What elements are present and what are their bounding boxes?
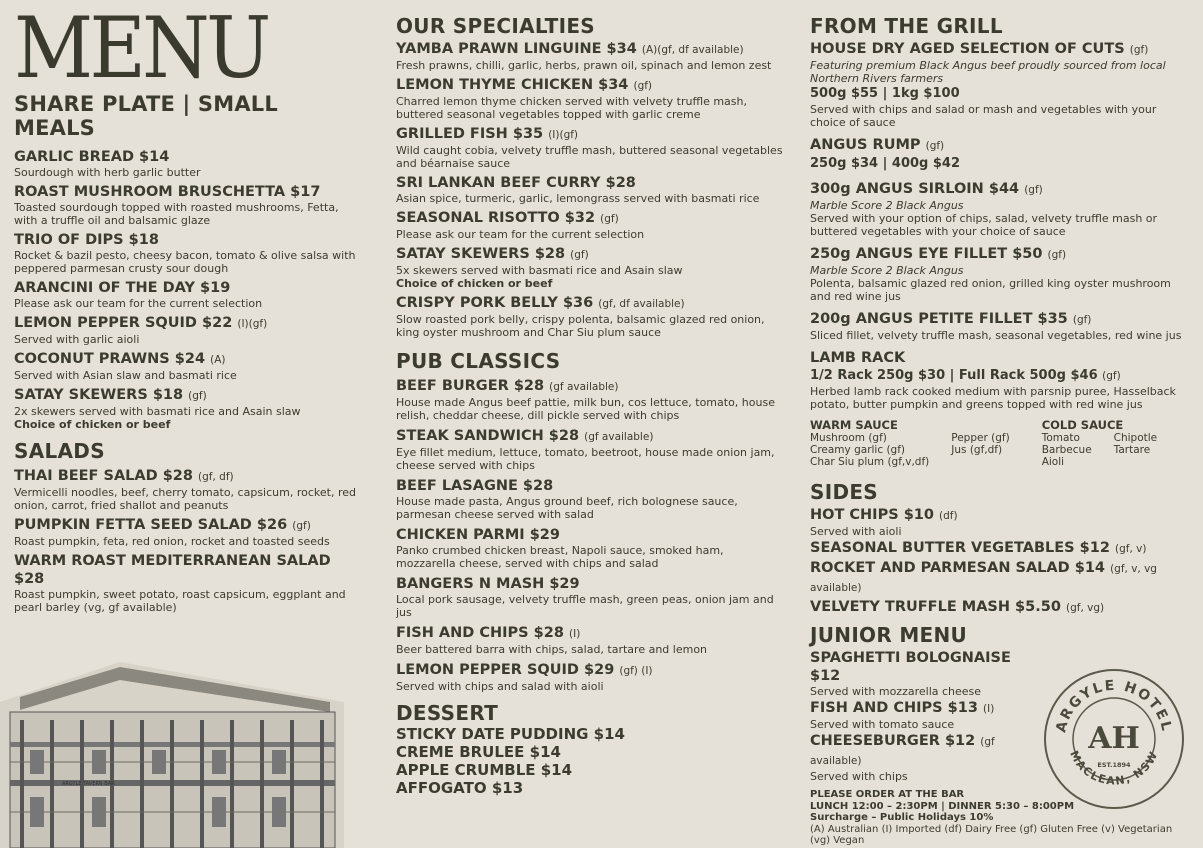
item-title: [396, 40, 786, 59]
menu-item: [14, 148, 364, 179]
order-at-bar-text: PLEASE ORDER AT THE BAR: [810, 789, 965, 800]
item-title: [14, 148, 364, 166]
item-description: Local pork sausage, velvety truffle mash, green peas, onion jam and jus: [396, 593, 774, 619]
menu-item: [810, 245, 1195, 303]
item-title: [14, 386, 364, 405]
item-dietary-note: (gf): [570, 249, 589, 261]
item-title: [14, 231, 364, 249]
cold-sauce-heading: COLD SAUCE: [1041, 418, 1124, 432]
junior-menu-heading: JUNIOR MENU: [810, 623, 968, 647]
item-dietary-note: (gf, df available): [598, 298, 685, 310]
item-name: ROAST MUSHROOM BRUSCHETTA $17: [14, 184, 321, 200]
menu-item: [396, 40, 786, 72]
dessert-item: APPLE CRUMBLE $14: [396, 761, 573, 779]
specialties-list: [396, 40, 786, 339]
menu-item: [810, 40, 1195, 129]
item-title: [810, 598, 1195, 617]
item-name: CHICKEN PARMI $29: [396, 527, 560, 543]
menu-item: [396, 125, 786, 170]
item-italic-note: Featuring premium Black Angus beef proudly sourced from local Northern Rivers farmers: [810, 59, 1166, 85]
menu-item: [396, 174, 786, 205]
item-description: Roast pumpkin, feta, red onion, rocket and toasted seeds: [14, 535, 330, 548]
item-extra-note: Choice of chicken or beef: [14, 418, 171, 431]
seal-monogram: AH: [1088, 721, 1140, 756]
item-name: CRISPY PORK BELLY $36: [396, 295, 594, 311]
item-description: Please ask our team for the current selection: [14, 297, 263, 310]
item-description: Slow roasted pork belly, crispy polenta, balsamic glazed red onion, king oyster mushroom and Char Siu plum sauce: [396, 313, 765, 339]
item-name: SEASONAL RISOTTO $32: [396, 210, 596, 226]
cold-sauce-item: Barbecue: [1041, 444, 1092, 456]
item-dietary-note: (gf): [1024, 184, 1043, 196]
item-dietary-note: (I)(gf): [237, 318, 268, 330]
warm-sauce-item: Pepper (gf): [951, 432, 1010, 444]
item-price-line: [810, 85, 1195, 103]
menu-item: [810, 349, 1195, 411]
warm-sauce-list: [810, 432, 1010, 468]
warm-sauce-item: Jus (gf,df): [951, 444, 1003, 456]
item-price: 500g $55 | 1kg $100: [810, 86, 960, 101]
menu-item: [810, 136, 1195, 173]
item-name: SEASONAL BUTTER VEGETABLES $12: [810, 540, 1110, 556]
warm-sauce-block: [810, 418, 1010, 468]
item-name: GRILLED FISH $35: [396, 126, 544, 142]
item-title: [396, 125, 786, 144]
item-title: [396, 209, 786, 228]
item-name: THAI BEEF SALAD $28: [14, 468, 193, 484]
item-title: [14, 552, 364, 588]
menu-item: [14, 467, 364, 512]
warm-sauce-item: [951, 456, 1009, 468]
item-description: 5x skewers served with basmati rice and Asain slaw: [396, 264, 683, 277]
item-dietary-note: (gf, vg): [1065, 602, 1105, 614]
item-name: COCONUT PRAWNS $24: [14, 351, 206, 367]
menu-item: [810, 699, 1040, 731]
item-description: Please ask our team for the current selection: [396, 228, 645, 241]
menu-item: [396, 661, 786, 693]
item-title: [810, 40, 1195, 59]
item-description: Charred lemon thyme chicken served with velvety truffle mash, buttered seasonal vegetables topped with garlic creme: [396, 95, 748, 121]
menu-item: [810, 649, 1040, 698]
dessert-item: AFFOGATO $13: [396, 779, 524, 797]
item-description: Toasted sourdough topped with roasted mushrooms, Fetta, with a truffle oil and balsamic glaze: [14, 201, 339, 227]
item-dietary-note: (gf): [1129, 44, 1149, 56]
menu-item: [396, 427, 786, 472]
item-description: Panko crumbed chicken breast, Napoli sauce, smoked ham, mozzarella cheese, served with chips and salad: [396, 544, 724, 570]
item-description: House made Angus beef pattie, milk bun, cos lettuce, tomato, house relish, cheddar cheese, dill pickle served with chips: [396, 396, 775, 422]
item-name: ROCKET AND PARMESAN SALAD $14: [810, 560, 1105, 576]
item-description: Vermicelli noodles, beef, cherry tomato, capsicum, rocket, red onion, carrot, fried shallot and peanuts: [14, 486, 356, 512]
item-price-line: [810, 155, 1195, 173]
item-name: ARANCINI OF THE DAY $19: [14, 280, 231, 296]
warm-sauce-item: Char Siu plum (gf,v,df): [810, 456, 930, 468]
menu-item: [810, 506, 1195, 538]
menu-item: [396, 575, 786, 619]
dessert-list: [396, 725, 786, 797]
item-italic-note: Marble Score 2 Black Angus: [810, 264, 964, 277]
item-name: YAMBA PRAWN LINGUINE $34: [396, 41, 637, 57]
menu-item: [14, 516, 364, 548]
item-name: WARM ROAST MEDITERRANEAN SALAD $28: [14, 553, 331, 587]
pub-classics-list: [396, 377, 786, 693]
cold-sauce-block: [1042, 418, 1157, 468]
menu-item: [396, 624, 786, 656]
cold-sauce-item: Tartare: [1113, 444, 1151, 456]
item-title: [396, 624, 786, 643]
item-title: [396, 477, 786, 495]
item-dietary-note: (gf): [633, 80, 653, 92]
menu-item: [14, 314, 364, 346]
menu-item: [14, 279, 364, 310]
item-price: 250g $34 | 400g $42: [810, 156, 961, 171]
item-title: [810, 539, 1195, 558]
item-description: Served with Asian slaw and basmati rice: [14, 369, 237, 382]
item-price-note: (gf): [1102, 370, 1121, 382]
item-title: [810, 310, 1195, 329]
item-dietary-note: (gf available): [549, 381, 619, 393]
item-dietary-note: (gf, v): [1114, 543, 1147, 555]
menu-item: [14, 552, 364, 614]
item-dietary-note: (gf): [188, 390, 207, 402]
dessert-item: CREME BRULEE $14: [396, 743, 561, 761]
menu-item: [810, 732, 1040, 783]
share-plates-list: [14, 148, 364, 431]
item-description: Sourdough with herb garlic butter: [14, 166, 201, 179]
menu-item: [396, 526, 786, 570]
dessert-heading: DESSERT: [396, 701, 499, 725]
item-dietary-note: (I): [983, 703, 995, 715]
item-title: [396, 294, 786, 313]
menu-item: [810, 539, 1195, 558]
item-title: [396, 377, 786, 396]
cold-sauce-item: Chipotle: [1113, 432, 1158, 444]
item-title: [396, 661, 786, 680]
item-dietary-note: (df): [939, 510, 958, 522]
item-title: [14, 279, 364, 297]
item-name: CHEESEBURGER $12: [810, 733, 976, 749]
opening-hours-text: LUNCH 12:00 – 2:30PM | DINNER 5:30 – 8:00PM: [810, 800, 1075, 812]
item-title: [396, 427, 786, 446]
sauces-section: [810, 418, 1195, 468]
item-extra-note: Choice of chicken or beef: [396, 277, 553, 290]
salads-list: [14, 467, 364, 614]
item-name: SPAGHETTI BOLOGNAISE $12: [810, 650, 1011, 684]
item-description: Beer battered barra with chips, salad, tartare and lemon: [396, 643, 708, 656]
item-title: [810, 180, 1195, 199]
item-title: [396, 526, 786, 544]
item-title: [14, 350, 364, 369]
salads-heading: SALADS: [14, 439, 105, 463]
item-name: LEMON PEPPER SQUID $22: [14, 315, 233, 331]
menu-item: [810, 559, 1195, 597]
item-title: [810, 649, 1040, 685]
item-title: [14, 467, 364, 486]
item-description: Polenta, balsamic glazed red onion, grilled king oyster mushroom and red wine jus: [810, 277, 1171, 303]
pub-classics-heading: PUB CLASSICS: [396, 349, 561, 373]
menu-item: [14, 231, 364, 275]
cold-sauce-item: Tomato: [1041, 432, 1080, 444]
sides-list: [810, 506, 1195, 617]
item-name: 200g ANGUS PETITE FILLET $35: [810, 311, 1068, 327]
item-dietary-note: (gf, df): [198, 471, 234, 483]
item-title: [810, 699, 1040, 718]
item-name: ANGUS RUMP: [810, 137, 921, 153]
item-dietary-note: (A)(gf, df available): [641, 44, 744, 56]
item-name: FISH AND CHIPS $28: [396, 625, 564, 641]
item-title: [396, 575, 786, 593]
seal-bottom-text: MACLEAN, NSW: [1067, 748, 1161, 788]
item-dietary-note: (A): [210, 354, 226, 366]
sides-heading: SIDES: [810, 480, 879, 504]
item-dietary-note: (gf available): [810, 736, 995, 767]
item-dietary-note: (gf available): [584, 431, 654, 443]
seal-est-text: EST.1894: [1097, 761, 1131, 769]
item-title: [14, 516, 364, 535]
item-description: Eye fillet medium, lettuce, tomato, beetroot, house made onion jam, cheese served with chips: [396, 446, 775, 472]
menu-item: [396, 245, 786, 290]
hotel-building-illustration: [0, 662, 344, 848]
item-name: TRIO OF DIPS $18: [14, 232, 159, 248]
item-title: [396, 174, 786, 192]
item-name: VELVETY TRUFFLE MASH $5.50: [810, 599, 1061, 615]
item-dietary-note: (gf): [600, 213, 619, 225]
grill-heading: FROM THE GRILL: [810, 14, 1003, 38]
item-title: [14, 183, 364, 201]
item-description: Roast pumpkin, sweet potato, roast capsicum, eggplant and pearl barley (vg, gf available): [14, 588, 346, 614]
item-dietary-note: (gf, v, vg available): [810, 563, 1157, 594]
item-title: [810, 506, 1195, 525]
item-price: 1/2 Rack 250g $30 | Full Rack 500g $46: [810, 368, 1098, 383]
specialties-heading: OUR SPECIALTIES: [396, 14, 596, 38]
item-name: PUMPKIN FETTA SEED SALAD $26: [14, 517, 288, 533]
item-name: BANGERS N MASH $29: [396, 576, 580, 592]
item-name: HOUSE DRY AGED SELECTION OF CUTS: [810, 41, 1125, 57]
item-dietary-note: (gf): [292, 520, 311, 532]
menu-item: [396, 477, 786, 521]
item-description: Served with your option of chips, salad, velvety truffle mash or buttered vegetables with your choice of sauce: [810, 212, 1158, 238]
menu-item: [396, 377, 786, 422]
item-dietary-note: (I)(gf): [548, 129, 579, 141]
item-name: BEEF BURGER $28: [396, 378, 545, 394]
middle-column: [396, 0, 786, 848]
item-name: SATAY SKEWERS $28: [396, 246, 566, 262]
item-name: HOT CHIPS $10: [810, 507, 934, 523]
item-description: Fresh prawns, chilli, garlic, herbs, prawn oil, spinach and lemon zest: [396, 59, 772, 72]
menu-title: MENU: [14, 0, 268, 97]
item-dietary-note: (gf): [925, 140, 945, 152]
item-title: [810, 559, 1195, 597]
item-description: Served with chips: [810, 770, 908, 783]
item-dietary-note: (gf): [1072, 314, 1092, 326]
seal-top-text: ARGYLE HOTEL: [1053, 677, 1175, 735]
item-title: [396, 245, 786, 264]
item-description: House made pasta, Angus ground beef, rich bolognese sauce, parmesan cheese served with salad: [396, 495, 738, 521]
surcharge-text: Surcharge – Public Holidays 10%: [810, 812, 994, 823]
item-dietary-note: (gf): [1047, 249, 1067, 261]
menu-item: [396, 76, 786, 121]
warm-sauce-heading: WARM SAUCE: [810, 418, 898, 432]
item-dietary-note: (I): [569, 628, 581, 640]
item-description: Served with chips and salad or mash and vegetables with your choice of sauce: [810, 103, 1157, 129]
item-title: [810, 136, 1195, 155]
junior-menu-list: [810, 649, 1040, 783]
menu-item: [14, 386, 364, 431]
item-name: LEMON THYME CHICKEN $34: [396, 77, 629, 93]
menu-item: [14, 350, 364, 382]
item-italic-note: Marble Score 2 Black Angus: [810, 199, 964, 212]
item-name: SATAY SKEWERS $18: [14, 387, 184, 403]
item-description: Rocket & bazil pesto, cheesy bacon, tomato & olive salsa with peppered parmesan crusty sour dough: [14, 249, 356, 275]
item-title: [810, 245, 1195, 264]
menu-item: [810, 180, 1195, 238]
item-description: Served with chips and salad with aioli: [396, 680, 604, 693]
menu-item: [396, 294, 786, 339]
building-sign: ARGYLE TAVERN BAR: [62, 781, 115, 787]
item-title: [810, 732, 1040, 770]
menu-item: [810, 310, 1195, 342]
item-name: FISH AND CHIPS $13: [810, 700, 978, 716]
cold-sauce-item: Aioli: [1041, 456, 1065, 468]
dietary-legend: (A) Australian (I) Imported (df) Dairy Free (gf) Gluten Free (v) Vegetarian (vg) Vegan: [810, 823, 1173, 846]
item-description: Sliced fillet, velvety truffle mash, seasonal vegetables, red wine jus: [810, 329, 1182, 342]
item-name: LEMON PEPPER SQUID $29: [396, 662, 615, 678]
item-description: Served with mozzarella cheese: [810, 685, 982, 698]
item-name: GARLIC BREAD $14: [14, 149, 170, 165]
item-dietary-note: (gf) (I): [619, 665, 653, 677]
item-description: Asian spice, turmeric, garlic, lemongrass served with basmati rice: [396, 192, 760, 205]
item-description: Served with aioli: [810, 525, 902, 538]
menu-item: [396, 209, 786, 241]
warm-sauce-item: Creamy garlic (gf): [810, 444, 906, 456]
item-description: Wild caught cobia, velvety truffle mash, buttered seasonal vegetables and béarnaise sauce: [396, 144, 783, 170]
item-title: [810, 349, 1195, 367]
item-name: STEAK SANDWICH $28: [396, 428, 580, 444]
menu-subtitle: SHARE PLATE | SMALL MEALS: [14, 92, 278, 140]
menu-item: [14, 183, 364, 227]
grill-list: [810, 40, 1195, 411]
argyle-hotel-seal-logo: [1043, 668, 1185, 810]
cold-sauce-list: [1042, 432, 1157, 468]
warm-sauce-item: Mushroom (gf): [810, 432, 887, 444]
item-name: 300g ANGUS SIRLOIN $44: [810, 181, 1020, 197]
item-name: SRI LANKAN BEEF CURRY $28: [396, 175, 636, 191]
dessert-item: STICKY DATE PUDDING $14: [396, 725, 625, 743]
menu-item: [810, 598, 1195, 617]
item-description: 2x skewers served with basmati rice and Asain slaw: [14, 405, 301, 418]
item-description: Herbed lamb rack cooked medium with parsnip puree, Hasselback potato, butter pumpkin and greens topped with red wine jus: [810, 385, 1176, 411]
item-name: 250g ANGUS EYE FILLET $50: [810, 246, 1043, 262]
cold-sauce-item: [1114, 456, 1158, 468]
item-title: [396, 76, 786, 95]
item-description: Served with garlic aioli: [14, 333, 140, 346]
item-name: BEEF LASAGNE $28: [396, 478, 554, 494]
item-description: Served with tomato sauce: [810, 718, 955, 731]
item-price-line: [810, 367, 1195, 385]
item-title: [14, 314, 364, 333]
item-name: LAMB RACK: [810, 350, 906, 366]
